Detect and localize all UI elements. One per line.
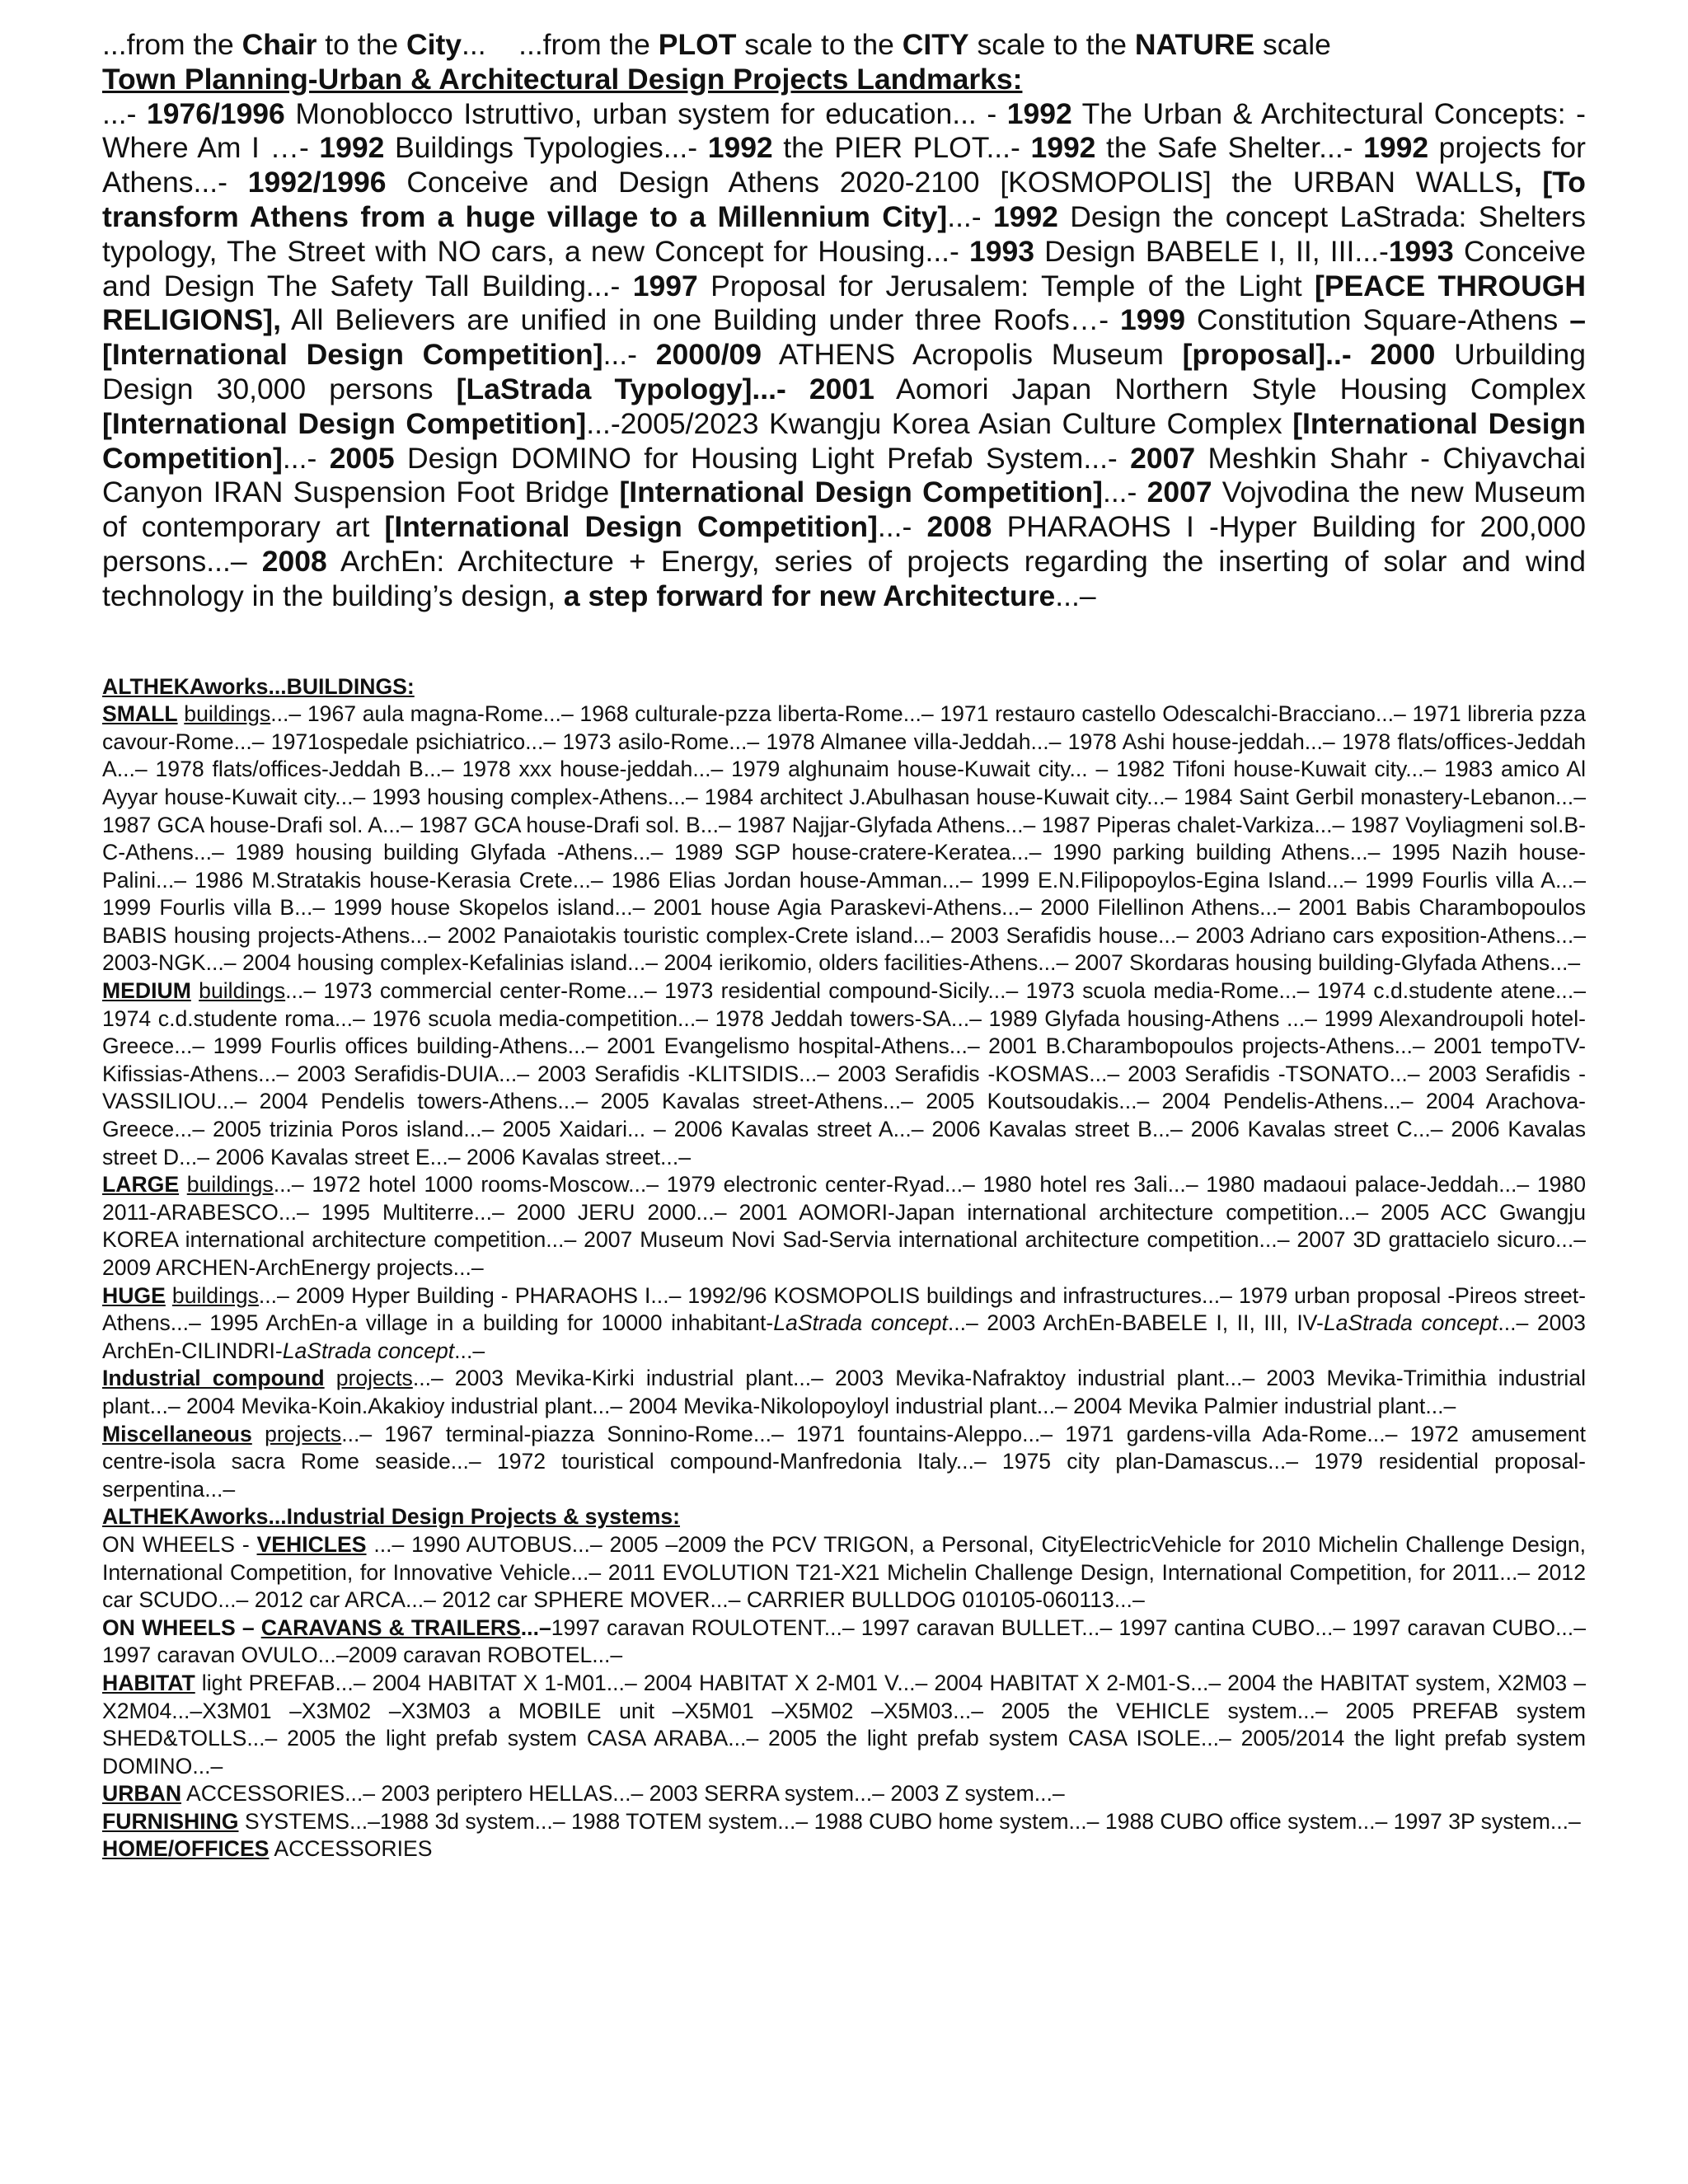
- huge-buildings-paragraph: HUGE buildings...– 2009 Hyper Building - PHARAOHS I...– 1992/96 KOSMOPOLIS buildings and infrastructures...– 1979 urban proposal -Pireos street-Athens...– 1995 ArchEn-a village in a building for 10000 inhabitant-LaStrada concept...– 2003 ArchEn-BABELE I, II, III, IV-LaStrada concept...– 2003 ArchEn-CILINDRI-LaStrada concept...–: [102, 1282, 1586, 1363]
- home-offices-paragraph: HOME/OFFICES ACCESSORIES: [102, 1836, 433, 1862]
- document-page: [102, 28, 1586, 1863]
- medium-buildings-paragraph: MEDIUM buildings...– 1973 commercial center-Rome...– 1973 residential compound-Sicily...– 1973 scuola media-Rome...– 1974 c.d.studente atene...– 1974 c.d.studente roma...– 1976 scuola media-competition...– 1978 Jeddah towers-SA...– 1989 Glyfada housing-Athens ...– 1999 Alexandroupoli hotel-Greece...– 1999 Fourlis offices building-Athens...– 2001 Evangelismo hospital-Athens...– 2001 B.Charambopoulos projects-Athens...– 2001 tempoTV-Kifissias-Athens...– 2003 Serafidis-DUIA...– 2003 Serafidis -KLITSIDIS...– 2003 Serafidis -KOSMAS...– 2003 Serafidis -TSONATO...– 2003 Serafidis -VASSILIOU...– 2004 Pendelis towers-Athens...– 2005 Kavalas street-Athens...– 2005 Koutsoudakis...– 2004 Pendelis-Athens...– 2004 Arachova-Greece...– 2005 trizinia Poros island...– 2005 Xaidari... – 2006 Kavalas street A...– 2006 Kavalas street B...– 2006 Kavalas street C...– 2006 Kavalas street D...– 2006 Kavalas street E...– 2006 Kavalas street...–: [102, 978, 1586, 1169]
- intro-heading: Town Planning-Urban & Architectural Design Projects Landmarks:: [102, 62, 1023, 96]
- works-section: [102, 673, 1586, 1864]
- furnishing-paragraph: FURNISHING SYSTEMS...–1988 3d system...– 1988 TOTEM system...– 1988 CUBO home system...– 1988 CUBO office system...– 1997 3P system...–: [102, 1808, 1581, 1834]
- large-buildings-paragraph: LARGE buildings...– 1972 hotel 1000 rooms-Moscow...– 1979 electronic center-Ryad...– 1980 hotel res 3ali...– 1980 madaoui palace-Jeddah...– 1980 2011-ARABESCO...– 1995 Multiterre...– 2000 JERU 2000...– 2001 AOMORI-Japan international architecture competition...– 2005 ACC Gwangju KOREA international architecture competition...– 2007 Museum Novi Sad-Servia international architecture competition...– 2007 3D grattacielo sicuro...– 2009 ARCHEN-ArchEnergy projects...–: [102, 1172, 1587, 1281]
- misc-projects-paragraph: Miscellaneous projects...– 1967 terminal-piazza Sonnino-Rome...– 1971 fountains-Aleppo...– 1971 gardens-villa Ada-Rome...– 1972 amusement centre-isola sacra Rome seaside...– 1972 touristical compound-Manfredonia Italy...– 1975 city plan-Damascus...– 1979 residential proposal-serpentina...–: [102, 1421, 1587, 1502]
- vehicles-paragraph: ON WHEELS - VEHICLES ...– 1990 AUTOBUS...– 2005 –2009 the PCV TRIGON, a Personal, CityElectricVehicle for 2010 Michelin Challenge Design, International Competition, for Innovative Vehicle...– 2011 EVOLUTION T21-X21 Michelin Challenge Design, International Competition, for 2011...– 2012 car SCUDO...– 2012 car ARCA...– 2012 car SPHERE MOVER...– CARRIER BULLDOG 010105-060113...–: [102, 1531, 1586, 1613]
- industrial-projects-paragraph: Industrial compound projects...– 2003 Mevika-Kirki industrial plant...– 2003 Mevika-Nafraktoy industrial plant...– 2003 Mevika-Trimithia industrial plant...– 2004 Mevika-Koin.Akakioy industrial plant...– 2004 Mevika-Nikolopoyloyl industrial plant...– 2004 Mevika Palmier industrial plant...–: [102, 1366, 1587, 1418]
- buildings-heading: ALTHEKAworks...BUILDINGS:: [102, 673, 415, 699]
- intro-tagline: ...from the Chair to the City... ...from the PLOT scale to the CITY scale to the NATURE scale: [102, 28, 1331, 61]
- intro-section: [102, 28, 1586, 614]
- caravans-paragraph: ON WHEELS – CARAVANS & TRAILERS...–1997 caravan ROULOTENT...– 1997 caravan BULLET...– 1997 cantina CUBO...– 1997 caravan CUBO...– 1997 caravan OVULO...–2009 caravan ROBOTEL...–: [102, 1615, 1586, 1668]
- industrial-design-heading: ALTHEKAworks...Industrial Design Projects & systems:: [102, 1504, 680, 1530]
- urban-accessories-paragraph: URBAN ACCESSORIES...– 2003 periptero HELLAS...– 2003 SERRA system...– 2003 Z system...–: [102, 1781, 1065, 1807]
- intro-body: ...- 1976/1996 Monoblocco Istruttivo, urban system for education... - 1992 The Urban & Architectural Concepts: - Where Am I …- 1992 Buildings Typologies...- 1992 the PIER PLOT...- 1992 the Safe Shelter...- 1992 projects for Athens...- 1992/1996 Conceive and Design Athens 2020-2100 [KOSMOPOLIS] the URBAN WALLS, [To transform Athens from a huge village to a Millennium City]...- 1992 Design the concept LaStrada: Shelters typology, The Street with NO cars, a new Concept for Housing...- 1993 Design BABELE I, II, III...-1993 Conceive and Design The Safety Tall Building...- 1997 Proposal for Jerusalem: Temple of the Light [PEACE THROUGH RELIGIONS], All Believers are unified in one Building under three Roofs…- 1999 Constitution Square-Athens – [International Design Competition]...- 2000/09 ATHENS Acropolis Museum [proposal]..- 2000 Urbuilding Design 30,000 persons [LaStrada Typology]...- 2001 Aomori Japan Northern Style Housing Complex [International Design Competition]...-2005/2023 Kwangju Korea Asian Culture Complex [International Design Competition]...- 2005 Design DOMINO for Housing Light Prefab System...- 2007 Meshkin Shahr - Chiyavchai Canyon IRAN Suspension Foot Bridge [International Design Competition]...- 2007 Vojvodina the new Museum of contemporary art [International Design Competition]...- 2008 PHARAOHS I -Hyper Building for 200,000 persons...– 2008 ArchEn: Architecture + Energy, series of projects regarding the inserting of solar and wind technology in the building’s design, a step forward for new Architecture...–: [102, 96, 1587, 612]
- habitat-paragraph: HABITAT light PREFAB...– 2004 HABITAT X 1-M01...– 2004 HABITAT X 2-M01 V...– 2004 HABITAT X 2-M01-S...– 2004 the HABITAT system, X2M03 –X2M04...–X3M01 –X3M02 –X3M03 a MOBILE unit –X5M01 –X5M02 –X5M03...– 2005 the VEHICLE system...– 2005 PREFAB system SHED&TOLLS...– 2005 the light prefab system CASA ARABA...– 2005 the light prefab system CASA ISOLE...– 2005/2014 the light prefab system DOMINO...–: [102, 1670, 1586, 1779]
- small-buildings-paragraph: SMALL buildings...– 1967 aula magna-Rome...– 1968 culturale-pzza liberta-Rome...– 1971 restauro castello Odescalchi-Bracciano...– 1971 libreria pzza cavour-Rome...– 1971ospedale psichiatrico...– 1973 asilo-Rome...– 1978 Almanee villa-Jeddah...– 1978 Ashi house-jeddah...– 1978 flats/offices-Jeddah A...– 1978 flats/offices-Jeddah B...– 1978 xxx house-jeddah...– 1979 alghunaim house-Kuwait city... – 1982 Tifoni house-Kuwait city...– 1983 amico Al Ayyar house-Kuwait city...– 1993 housing complex-Athens...– 1984 architect J.Abulhasan house-Kuwait city...– 1984 Saint Gerbil monastery-Lebanon...– 1987 GCA house-Drafi sol. A...– 1987 GCA house-Drafi sol. B...– 1987 Najjar-Glyfada Athens...– 1987 Piperas chalet-Varkiza...– 1987 Voyliagmeni sol.B-C-Athens...– 1989 housing building Glyfada -Athens...– 1989 SGP house-cratere-Keratea...– 1990 parking building Athens...– 1995 Nazih house-Palini...– 1986 M.Stratakis house-Kerasia Crete...– 1986 Elias Jordan house-Amman...– 1999 E.N.Filipopoylos-Egina Island...– 1999 Fourlis villa A...– 1999 Fourlis villa B...– 1999 house Skopelos island...– 2001 house Agia Paraskevi-Athens...– 2000 Filellinon Athens...– 2001 Babis Charambopoulos BABIS housing projects-Athens...– 2002 Panaiotakis touristic complex-Crete island...– 2003 Serafidis house...– 2003 Adriano cars exposition-Athens...– 2003-NGK...– 2004 housing complex-Kefalinias island...– 2004 ierikomio, olders facilities-Athens...– 2007 Skordaras housing building-Glyfada Athens...–: [102, 701, 1587, 976]
- section-gap: [102, 614, 1586, 673]
